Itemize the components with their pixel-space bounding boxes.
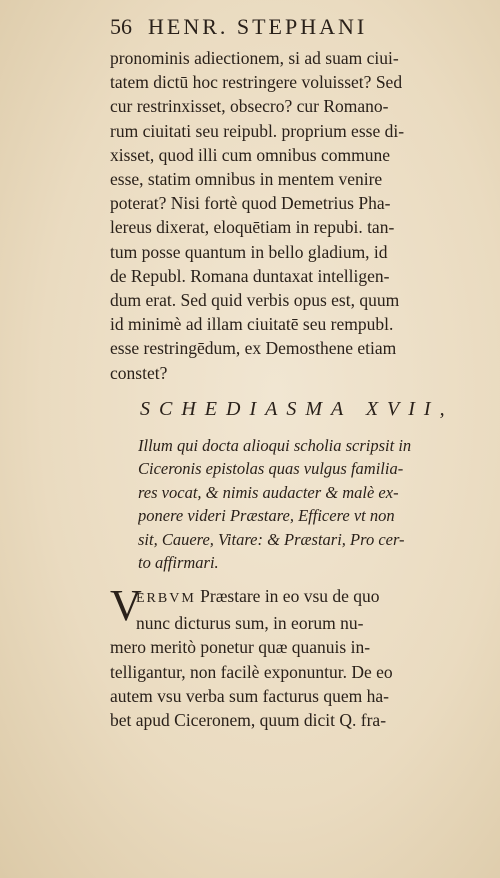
text-line: pronominis adiectionem, si ad suam ciui- (110, 48, 399, 68)
paragraph-line: autem vsu verba sum facturus quem ha- (110, 685, 389, 706)
text-line: de Republ. Romana duntaxat intelligen- (110, 265, 390, 286)
text-line: constet? (110, 362, 168, 383)
text-line: id minimè ad illam ciuitatē seu rempubl. (110, 314, 394, 335)
paragraph-line: bet apud Ciceronem, quum dicit Q. fra- (110, 710, 387, 731)
paragraph-line: nunc dicturus sum, in eorum nu- (136, 613, 364, 634)
summary-line: to affirmari. (138, 553, 219, 573)
section-title: SCHEDIASMA XVII, (140, 398, 454, 420)
paragraph (110, 581, 460, 732)
paragraph-line (110, 584, 460, 611)
text-line: xisset, quod illi cum omnibus commune (110, 144, 390, 165)
first-word-smallcaps: ERBVM (136, 591, 196, 606)
summary-line: Illum qui docta alioqui scholia scripsit in (138, 436, 412, 455)
text-line: tatem dictū hoc restringere voluisset? Sed (110, 72, 403, 93)
page-number: 56 (110, 14, 132, 39)
first-line-text: Præstare in eo vsu de quo (200, 586, 380, 606)
paragraph-line: mero meritò ponetur quæ quanuis in- (110, 637, 371, 658)
drop-cap: V (110, 581, 142, 630)
summary-line: Ciceronis epistolas quas vulgus familia- (138, 459, 404, 479)
text-line: esse restringēdum, ex Demosthene etiam (110, 338, 397, 359)
summary-line: ponere videri Præstare, Efficere vt non (138, 506, 395, 526)
text-line: poterat? Nisi fortè quod Demetrius Pha- (110, 193, 391, 214)
body-text (110, 46, 458, 385)
text-line: rum ciuitati seu reipubl. proprium esse di- (110, 120, 405, 141)
paragraph-line: telligantur, non facilè exponuntur. De eo (110, 661, 393, 682)
summary-line: res vocat, & nimis audacter & malè ex- (138, 482, 399, 502)
section-summary (138, 434, 458, 574)
text-line: esse, statim omnibus in mentem venire (110, 169, 383, 190)
text-line: lereus dixerat, eloquētiam in repubi. tan- (110, 217, 395, 238)
text-line: tum posse quantum in bello gladium, id (110, 241, 388, 262)
summary-line: sit, Cauere, Vitare: & Præstari, Pro cer- (138, 529, 405, 549)
running-title: HENR. STEPHANI (148, 14, 368, 39)
text-line: cur restrinxisset, obsecro? cur Romano- (110, 96, 389, 117)
page-header (110, 14, 440, 48)
text-line: dum erat. Sed quid verbis opus est, quum (110, 290, 400, 311)
